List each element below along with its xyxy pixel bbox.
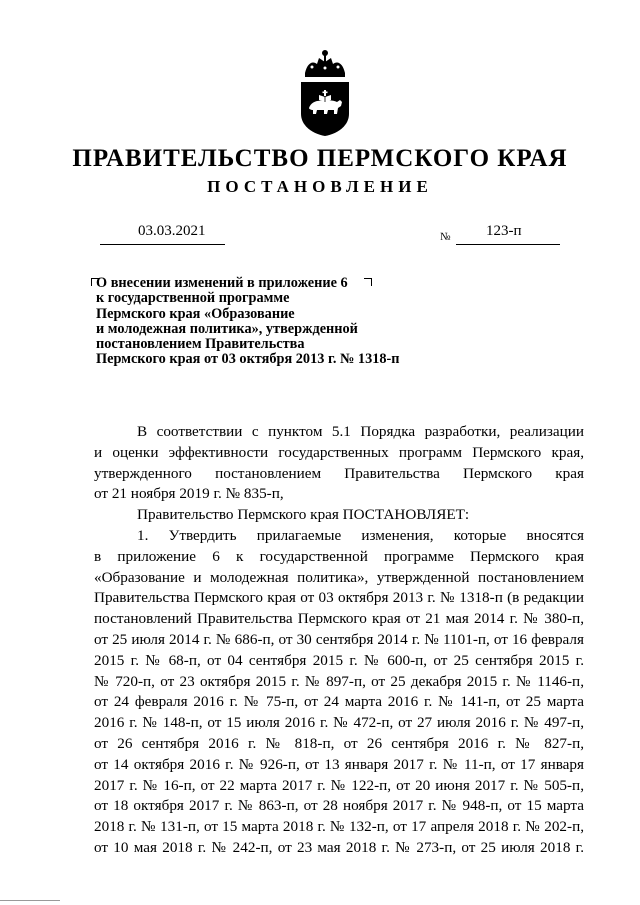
body-line: Правительства Пермского края от 03 октября 2013 г. № 1318-п (в редакции xyxy=(94,589,584,607)
body-line: Правительство Пермского края ПОСТАНОВЛЯЕТ: xyxy=(137,506,470,524)
subject-corner-mark xyxy=(91,278,99,286)
body-line: в приложение 6 к государственной программе Пермского края xyxy=(94,547,584,565)
body-line: В соответствии с пунктом 5.1 Порядка разработки, реализации xyxy=(137,423,584,440)
body-line: 1. Утвердить прилагаемые изменения, которые вносятся xyxy=(137,526,584,544)
number-label: № xyxy=(440,231,451,243)
body-line: постановлений Правительства Пермского края от 21 мая 2014 г. № 380-п, xyxy=(94,610,584,628)
number-field xyxy=(456,218,560,245)
government-title: ПРАВИТЕЛЬСТВО ПЕРМСКОГО КРАЯ xyxy=(72,145,568,172)
subject-text: О внесении изменений в приложение 6 к государственной программе Пермского края «Образование и молодежная политика», утвержденной постановлением Правительства Пермского края от 03 октября 2013 г. № 1318-п xyxy=(96,275,400,368)
date-field xyxy=(100,218,225,245)
paragraph-3 xyxy=(94,526,584,859)
subject-corner-mark xyxy=(364,278,372,286)
paragraph-2 xyxy=(94,505,584,526)
body-line: утвержденного постановлением Правительства Пермского края xyxy=(94,464,584,482)
body-line: от 24 февраля 2016 г. № 75-п, от 24 марта 2016 г. № 141-п, от 25 марта xyxy=(94,693,584,711)
body-line: 2017 г. № 16-п, от 22 марта 2017 г. № 122-п, от 20 июня 2017 г. № 505-п, xyxy=(94,776,584,794)
body-line: № 720-п, от 23 октября 2015 г. № 897-п, от 25 декабря 2015 г. № 1146-п, xyxy=(94,672,584,690)
paragraph-1 xyxy=(94,422,584,505)
body-line: 2016 г. № 148-п, от 15 июля 2016 г. № 472-п, от 27 июля 2016 г. № 497-п, xyxy=(94,714,584,732)
document-type: ПОСТАНОВЛЕНИЕ xyxy=(207,177,433,196)
body-line: от 26 сентября 2016 г. № 818-п, от 26 сентября 2016 г. № 827-п, xyxy=(94,734,584,752)
body-line: от 10 мая 2018 г. № 242-п, от 23 мая 2018 г. № 273-п, от 25 июля 2018 г. xyxy=(94,838,584,856)
body-line: «Образование и молодежная политика», утвержденной постановлением xyxy=(94,568,584,586)
body-line: 2015 г. № 68-п, от 04 сентября 2015 г. № 600-п, от 25 сентября 2015 г. xyxy=(94,651,584,669)
body-line: от 25 июля 2014 г. № 686-п, от 30 сентября 2014 г. № 1101-п, от 16 февраля xyxy=(94,630,584,648)
document-body xyxy=(94,422,584,859)
scan-edge-mark xyxy=(0,900,60,901)
body-line: 2018 г. № 131-п, от 15 марта 2018 г. № 132-п, от 17 апреля 2018 г. № 202-п, xyxy=(94,818,584,836)
body-line: и оценки эффективности государственных программ Пермского края, xyxy=(94,443,584,461)
document-date: 03.03.2021 xyxy=(138,223,206,239)
document-number: 123-п xyxy=(486,223,522,239)
body-line: от 14 октября 2016 г. № 926-п, от 13 января 2017 г. № 11-п, от 17 января xyxy=(94,755,584,773)
perm-krai-coat-of-arms-icon xyxy=(295,50,355,138)
document-subject xyxy=(96,276,416,368)
body-line: от 21 ноября 2019 г. № 835-п, xyxy=(94,485,284,503)
body-line: от 18 октября 2017 г. № 863-п, от 28 ноября 2017 г. № 948-п, от 15 марта xyxy=(94,797,584,815)
